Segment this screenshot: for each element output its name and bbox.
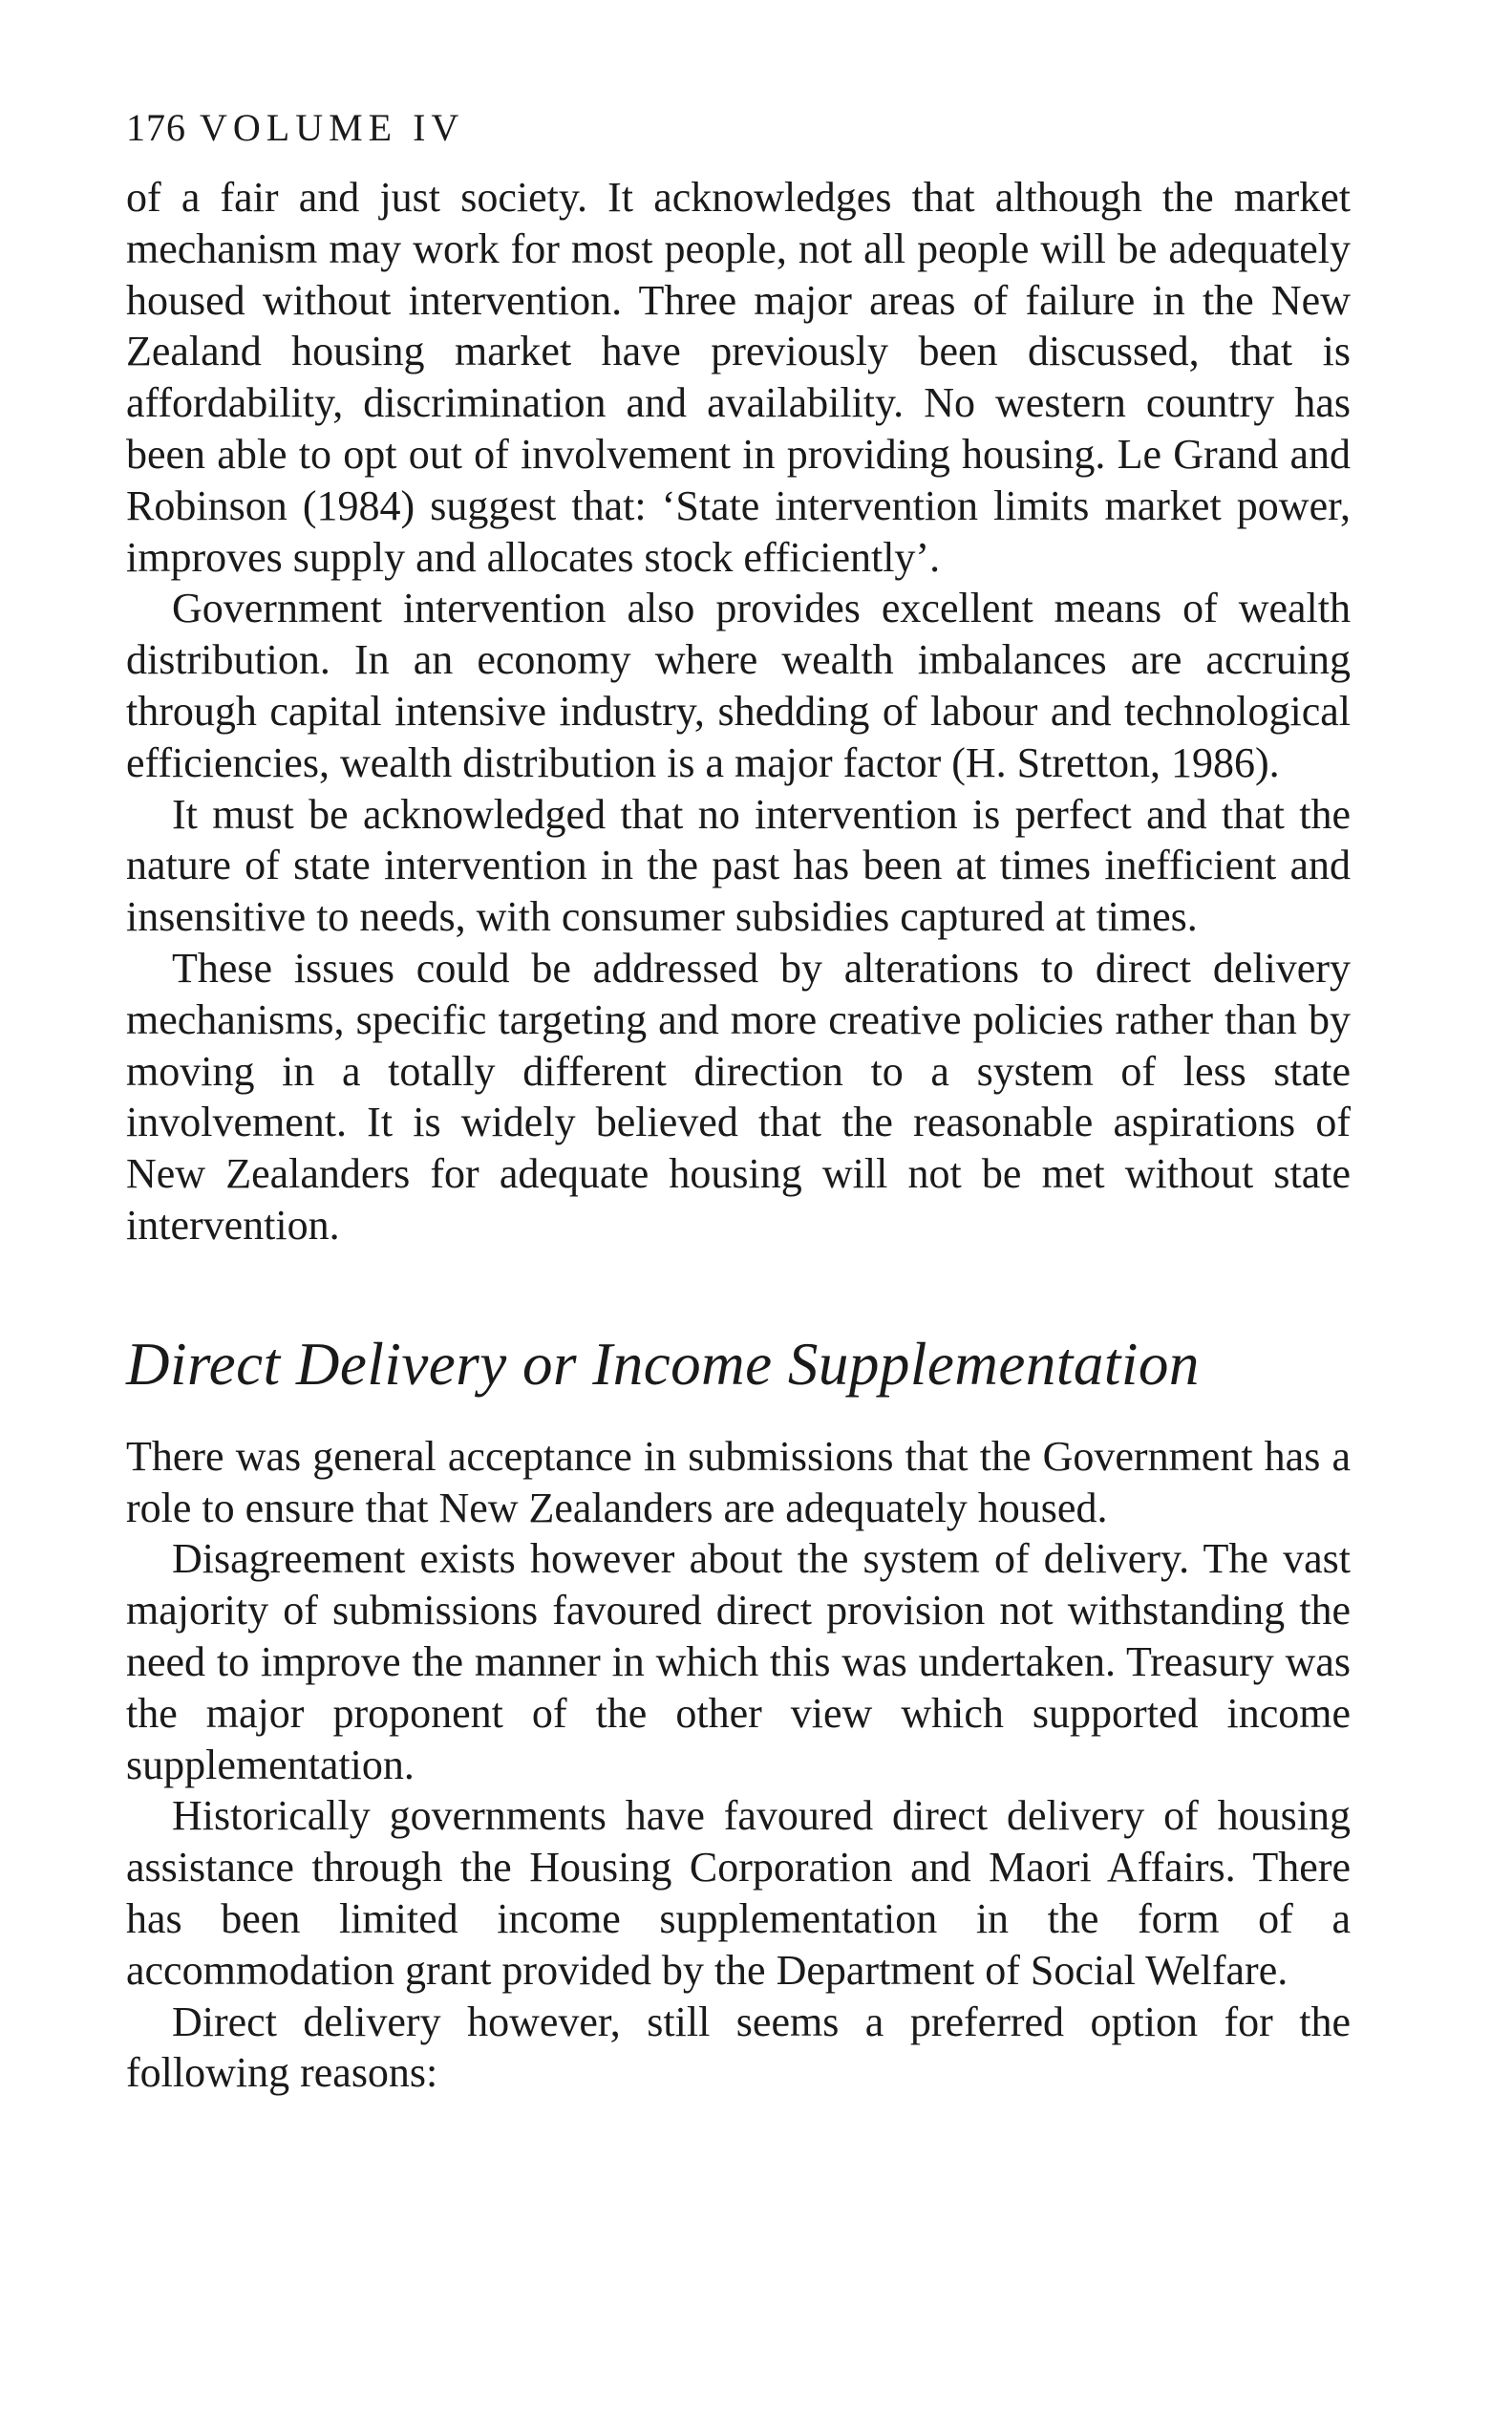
paragraph: of a fair and just society. It acknowledges that although the market mechanism may work for most people, not all people will be adequately housed without intervention. Three major areas of failure in the New Zealand housing market have previously been discussed, that is affordability, discrimination and availability. No western country has been able to opt out of involvement in providing housing. Le Grand and Robinson (1984) suggest that: ‘State intervention limits market power, improves supply and allocates stock efficiently’.	[126, 174, 1351, 581]
running-head	[126, 103, 1351, 153]
paragraph: Government intervention also provides excellent means of wealth distribution. In an economy where wealth imbalances are accruing through capital intensive industry, shedding of labour and technological efficiencies, wealth distribution is a major factor (H. Stretton, 1986).	[126, 585, 1351, 786]
paragraph: Historically governments have favoured direct delivery of housing assistance through the Housing Corporation and Maori Affairs. There has been limited income supplementation in the form of a accommodation grant provided by the Department of Social Welfare.	[126, 1792, 1351, 1994]
section-heading: Direct Delivery or Income Supplementation	[126, 1330, 1200, 1398]
page-number: 176	[126, 106, 186, 149]
document-page	[126, 103, 1351, 2099]
volume-label: VOLUME IV	[200, 106, 465, 149]
paragraph: Direct delivery however, still seems a preferred option for the following reasons:	[126, 1998, 1351, 2097]
paragraph: Disagreement exists however about the system of delivery. The vast majority of submissions favoured direct provision not withstanding the need to improve the manner in which this was undertaken. Treasury was the major proponent of the other view which supported income supplementation.	[126, 1535, 1351, 1788]
paragraph: These issues could be addressed by alterations to direct delivery mechanisms, specific targeting and more creative policies rather than by moving in a totally different direction to a system of less state involvement. It is widely believed that the reasonable aspirations of New Zealanders for adequate housing will not be met without state intervention.	[126, 944, 1351, 1249]
paragraph: It must be acknowledged that no intervention is perfect and that the nature of state intervention in the past has been at times inefficient and insensitive to needs, with consumer subsidies captured at times.	[126, 790, 1351, 941]
paragraph: There was general acceptance in submissions that the Government has a role to ensure that New Zealanders are adequately housed.	[126, 1432, 1351, 1531]
